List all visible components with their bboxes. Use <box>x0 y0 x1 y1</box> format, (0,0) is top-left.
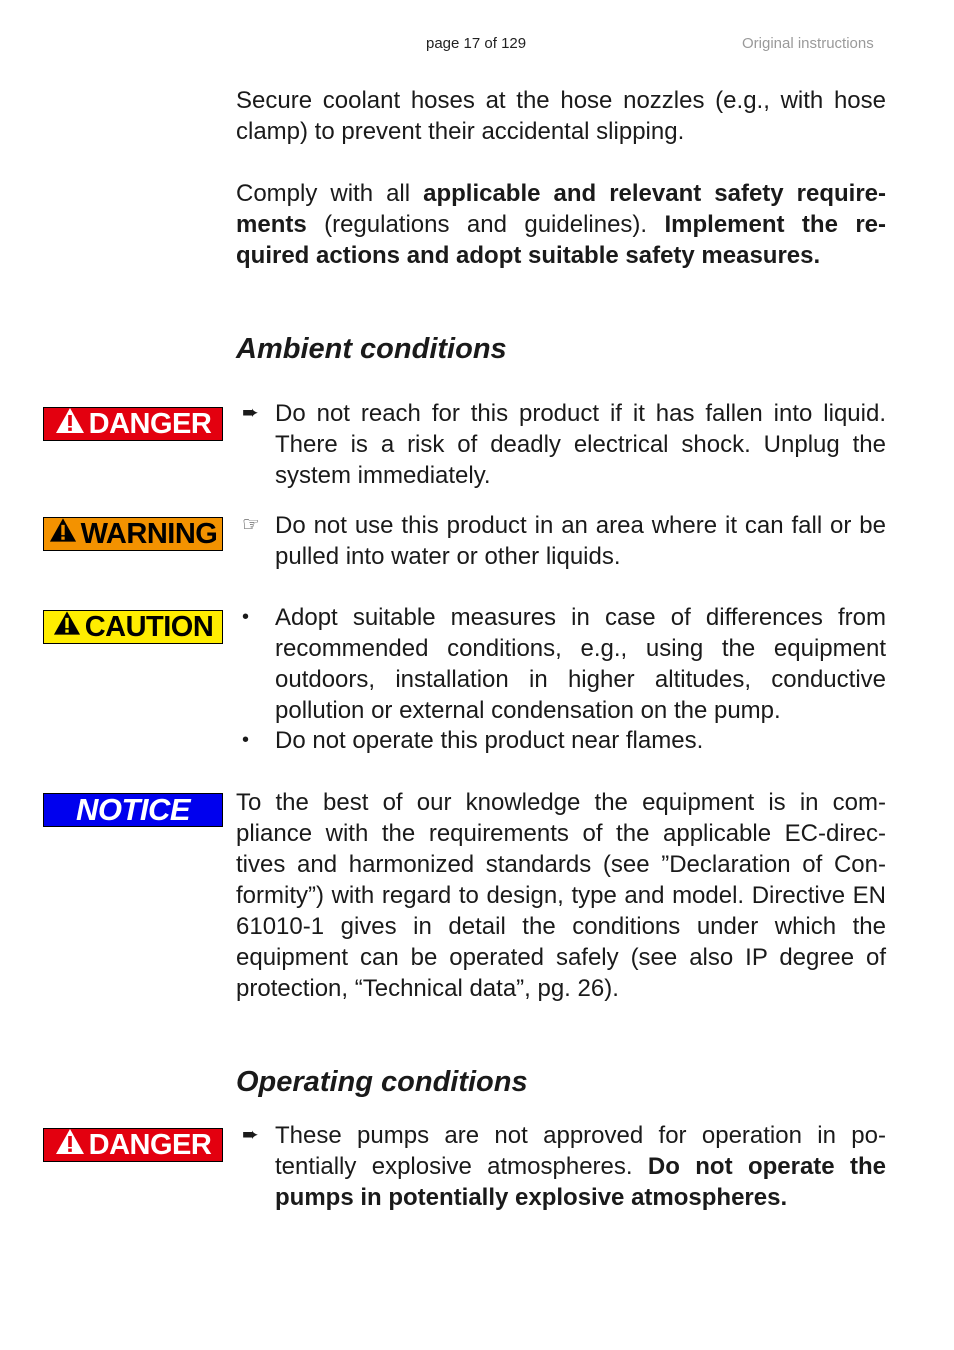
danger-instruction <box>236 398 886 491</box>
notice-label <box>43 793 223 827</box>
danger-label <box>43 1128 223 1162</box>
warning-label-text: WARNING <box>80 517 218 550</box>
bullet: • <box>242 729 250 751</box>
operating-conditions-heading: Operating conditions <box>236 1066 528 1098</box>
ambient-conditions-heading: Ambient conditions <box>236 333 507 365</box>
coolant-hoses-paragraph: Secure coolant hoses at the hose nozzles (e.g., with hose clamp) to prevent their accidental slipping. <box>236 87 886 145</box>
warning-triangle-icon <box>55 407 85 442</box>
danger-label <box>43 407 223 441</box>
pointing-hand-icon: ☞ <box>242 514 260 536</box>
danger-label-text: DANGER <box>88 407 212 440</box>
caution-list-item <box>236 602 886 726</box>
danger-instruction-text: Do not reach for this product if it has fallen into liquid. There is a risk of deadly electrical shock. Unplug the system immediately. <box>275 400 886 489</box>
notice-label-text: NOTICE <box>75 792 191 827</box>
explosive-text-1: These pumps are not approved for operation in po-tentially explosive atmospheres. <box>275 1122 886 1180</box>
safety-text-3: (regulations and guidelines). <box>306 211 665 238</box>
explosive-atmosphere-instruction <box>236 1120 886 1213</box>
warning-label <box>43 517 223 551</box>
bullet: • <box>242 606 250 628</box>
warning-instruction <box>236 510 886 572</box>
warning-triangle-icon <box>49 517 77 551</box>
safety-text-2: applicable and relevant safety require-ments <box>236 180 887 238</box>
document-type: Original instructions <box>742 35 874 52</box>
danger-label-text: DANGER <box>88 1128 212 1161</box>
warning-triangle-icon <box>53 610 81 644</box>
caution-item-text: Adopt suitable measures in case of differences from recommended conditions, e.g., using the equipment outdoors, installation in higher altitudes, conductive pollution or external condensation on the pump. <box>275 604 886 724</box>
caution-item-text: Do not operate this product near flames. <box>275 727 704 754</box>
page-number: page 17 of 129 <box>426 35 527 52</box>
caution-label-text: CAUTION <box>84 610 214 643</box>
notice-paragraph: To the best of our knowledge the equipment is in com-pliance with the requirements of the applicable EC-direc-tives and harmonized standards (see ”Declaration of Con-formity”) with regard to design, type and model. Directive EN 61010-1 gives in detail the conditions under which the equipment can be operated safely (see also IP degree of protection, “Technical data”, pg. 26). <box>236 789 886 1002</box>
warning-instruction-text: Do not use this product in an area where it can fall or be pulled into water or other liquids. <box>275 512 886 570</box>
explosive-text-2: Do not operate the pumps in potentially explosive atmospheres. <box>275 1153 886 1211</box>
explosive-atmosphere-text <box>275 1120 886 1213</box>
arrow-right-icon: ➨ <box>242 1124 259 1146</box>
safety-requirements-paragraph <box>236 178 886 271</box>
arrow-right-icon: ➨ <box>242 402 259 424</box>
caution-label <box>43 610 223 644</box>
safety-text-1: Comply with all <box>236 180 424 207</box>
caution-list-item <box>236 725 886 756</box>
warning-triangle-icon <box>55 1128 85 1163</box>
safety-text-4: Implement the re-quired actions and adopt suitable safety measures. <box>236 211 886 269</box>
